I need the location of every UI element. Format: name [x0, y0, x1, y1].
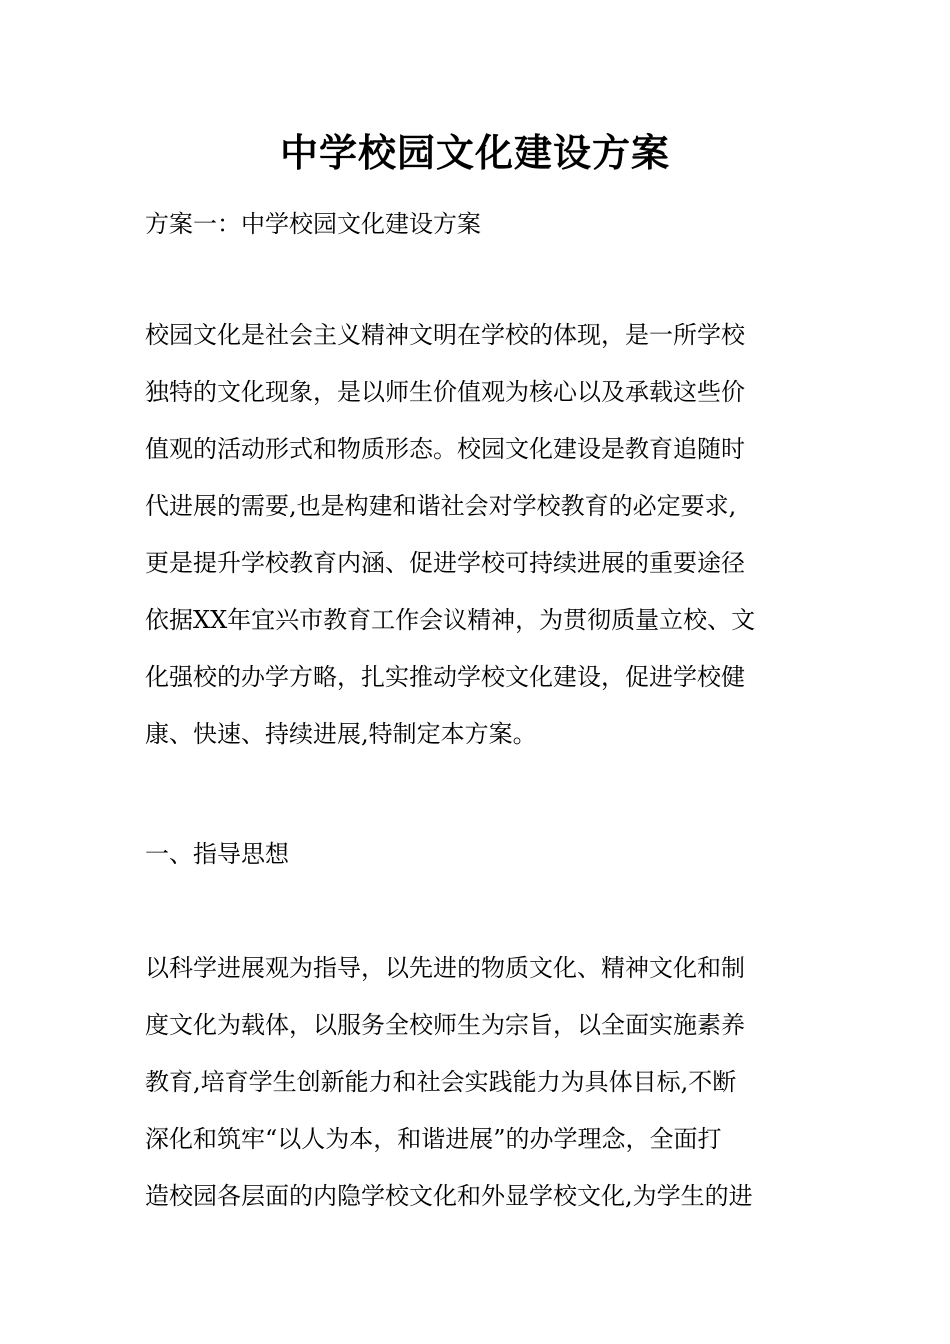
paragraph-line: 代进展的需要,也是构建和谐社会对学校教育的必定要求, — [145, 492, 737, 520]
paragraph-line: 值观的活动形式和物质形态。校园文化建设是教育追随时 — [145, 435, 745, 463]
document-title: 中学校园文化建设方案 — [279, 130, 670, 175]
paragraph-line: 造校园各层面的内隐学校文化和外显学校文化,为学生的进 — [145, 1182, 753, 1210]
section-heading-guiding-ideology: 一、指导思想 — [145, 840, 289, 868]
paragraph-intro — [145, 307, 810, 763]
paragraph-line: 化强校的办学方略，扎实推动学校文化建设，促进学校健 — [145, 663, 745, 691]
paragraph-line: 以科学进展观为指导，以先进的物质文化、精神文化和制 — [145, 954, 745, 982]
paragraph-guiding-ideology — [145, 940, 810, 1225]
paragraph-line: 更是提升学校教育内涵、促进学校可持续进展的重要途径 — [145, 549, 745, 577]
paragraph-line: 依据XX年宜兴市教育工作会议精神，为贯彻质量立校、文 — [145, 606, 756, 634]
paragraph-line: 度文化为载体，以服务全校师生为宗旨，以全面实施素养 — [145, 1011, 745, 1039]
document-subtitle: 方案一：中学校园文化建设方案 — [145, 210, 481, 238]
paragraph-line: 深化和筑牢“以人为本，和谐进展”的办学理念，全面打 — [145, 1125, 722, 1153]
paragraph-line: 康、快速、持续进展,特制定本方案。 — [145, 720, 537, 748]
paragraph-line: 独特的文化现象，是以师生价值观为核心以及承载这些价 — [145, 378, 745, 406]
paragraph-line: 校园文化是社会主义精神文明在学校的体现，是一所学校 — [145, 321, 745, 349]
paragraph-line: 教育,培育学生创新能力和社会实践能力为具体目标,不断 — [145, 1068, 737, 1096]
